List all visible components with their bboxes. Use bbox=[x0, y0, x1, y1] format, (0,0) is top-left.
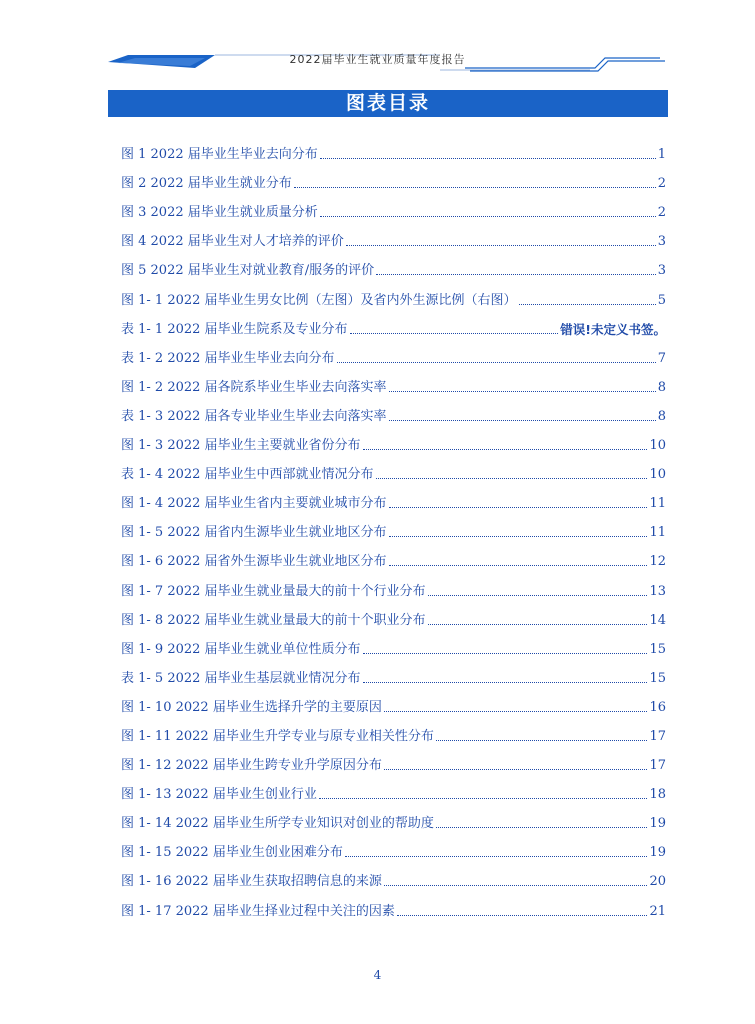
toc-entry[interactable] bbox=[121, 860, 666, 889]
toc-leader-dots bbox=[376, 477, 648, 479]
toc-entry-label: 表 1- 4 2022 届毕业生中西部就业情况分布 bbox=[121, 467, 374, 483]
toc-leader-dots bbox=[389, 390, 656, 392]
toc-leader-dots bbox=[428, 623, 648, 625]
toc-entry-page: 15 bbox=[649, 641, 666, 657]
header-decoration bbox=[0, 0, 755, 80]
toc-leader-dots bbox=[384, 884, 648, 886]
page-header bbox=[0, 0, 755, 80]
toc-entry-page: 17 bbox=[649, 728, 666, 744]
toc-entry[interactable] bbox=[121, 744, 666, 773]
toc-entry[interactable] bbox=[121, 773, 666, 802]
toc-leader-dots bbox=[397, 914, 648, 916]
toc-leader-dots bbox=[320, 215, 656, 217]
toc-entry[interactable] bbox=[121, 657, 666, 686]
toc-leader-dots bbox=[389, 419, 656, 421]
toc-entry-page: 14 bbox=[649, 612, 666, 628]
toc-entry-label: 图 2 2022 届毕业生就业分布 bbox=[121, 176, 292, 192]
toc-entry-label: 图 1- 4 2022 届毕业生省内主要就业城市分布 bbox=[121, 496, 387, 512]
toc-leader-dots bbox=[350, 332, 559, 334]
toc-entry-page: 19 bbox=[649, 816, 666, 832]
toc-leader-dots bbox=[436, 739, 648, 741]
toc-entry-label: 图 1- 8 2022 届毕业生就业量最大的前十个职业分布 bbox=[121, 612, 426, 628]
toc-entry-page: 10 bbox=[649, 438, 666, 454]
toc-entry-label: 图 3 2022 届毕业生就业质量分析 bbox=[121, 205, 318, 221]
toc-entry-page: 1 bbox=[657, 147, 666, 163]
toc-entry[interactable] bbox=[121, 831, 666, 860]
toc-entry[interactable] bbox=[121, 715, 666, 744]
toc-entry-page: 2 bbox=[657, 176, 666, 192]
toc-entry-label: 图 1 2022 届毕业生毕业去向分布 bbox=[121, 147, 318, 163]
toc-entry[interactable] bbox=[121, 453, 666, 482]
toc-entry-label: 图 1- 2 2022 届各院系毕业生毕业去向落实率 bbox=[121, 379, 387, 395]
toc-leader-dots bbox=[376, 273, 656, 275]
toc-leader-dots bbox=[436, 826, 648, 828]
toc-entry-label: 图 1- 11 2022 届毕业生升学专业与原专业相关性分布 bbox=[121, 728, 434, 744]
toc-entry[interactable] bbox=[121, 569, 666, 598]
toc-entry-label: 图 1- 12 2022 届毕业生跨专业升学原因分布 bbox=[121, 758, 382, 774]
header-title: 2022届毕业生就业质量年度报告 bbox=[289, 53, 466, 66]
toc-entry-page: 11 bbox=[649, 496, 666, 512]
toc-entry[interactable] bbox=[121, 889, 666, 918]
toc-entry[interactable] bbox=[121, 511, 666, 540]
toc-entry-page: 15 bbox=[649, 670, 666, 686]
toc-entry-label: 表 1- 2 2022 届毕业生毕业去向分布 bbox=[121, 350, 335, 366]
toc-entry-page: 7 bbox=[657, 350, 666, 366]
toc-entry-label: 图 1- 10 2022 届毕业生选择升学的主要原因 bbox=[121, 699, 382, 715]
toc-entry[interactable] bbox=[121, 628, 666, 657]
toc-entry[interactable] bbox=[121, 482, 666, 511]
toc-entry-label: 表 1- 3 2022 届各专业毕业生毕业去向落实率 bbox=[121, 408, 387, 424]
toc-entry-page: 12 bbox=[649, 554, 666, 570]
toc-entry-label: 图 5 2022 届毕业生对就业教育/服务的评价 bbox=[121, 263, 375, 279]
toc-entry-page: 3 bbox=[657, 263, 666, 279]
toc-leader-dots bbox=[320, 157, 656, 159]
toc-entry-page: 8 bbox=[657, 408, 666, 424]
toc-entry[interactable] bbox=[121, 337, 666, 366]
toc-entry[interactable] bbox=[121, 249, 666, 278]
toc-list bbox=[121, 133, 666, 919]
toc-entry-label: 图 1- 1 2022 届毕业生男女比例（左图）及省内外生源比例（右图） bbox=[121, 292, 517, 308]
toc-leader-dots bbox=[346, 244, 656, 246]
toc-entry-label: 图 1- 15 2022 届毕业生创业困难分布 bbox=[121, 845, 343, 861]
toc-entry-page: 20 bbox=[649, 874, 666, 890]
toc-leader-dots bbox=[389, 506, 648, 508]
toc-entry-page: 2 bbox=[657, 205, 666, 221]
toc-entry[interactable] bbox=[121, 802, 666, 831]
toc-entry-label: 图 1- 13 2022 届毕业生创业行业 bbox=[121, 787, 317, 803]
toc-leader-dots bbox=[294, 186, 656, 188]
toc-entry-label: 图 1- 9 2022 届毕业生就业单位性质分布 bbox=[121, 641, 361, 657]
toc-entry[interactable] bbox=[121, 162, 666, 191]
page-title: 图表目录 bbox=[108, 90, 668, 117]
toc-entry-page: 11 bbox=[649, 525, 666, 541]
toc-entry-page: 10 bbox=[649, 467, 666, 483]
toc-leader-dots bbox=[363, 681, 648, 683]
toc-entry-label: 图 1- 6 2022 届省外生源毕业生就业地区分布 bbox=[121, 554, 387, 570]
toc-leader-dots bbox=[519, 303, 656, 305]
toc-leader-dots bbox=[384, 710, 648, 712]
toc-entry-page: 3 bbox=[657, 234, 666, 250]
toc-leader-dots bbox=[384, 768, 648, 770]
toc-leader-dots bbox=[389, 535, 648, 537]
toc-entry[interactable] bbox=[121, 395, 666, 424]
toc-entry-label: 表 1- 5 2022 届毕业生基层就业情况分布 bbox=[121, 670, 361, 686]
toc-leader-dots bbox=[337, 361, 656, 363]
toc-entry-label: 图 4 2022 届毕业生对人才培养的评价 bbox=[121, 234, 344, 250]
toc-entry-label: 图 1- 3 2022 届毕业生主要就业省份分布 bbox=[121, 438, 361, 454]
toc-entry-page: 19 bbox=[649, 845, 666, 861]
toc-entry-page: 13 bbox=[649, 583, 666, 599]
toc-entry-label: 图 1- 16 2022 届毕业生获取招聘信息的来源 bbox=[121, 874, 382, 890]
toc-entry-page: 16 bbox=[649, 699, 666, 715]
toc-entry-label: 图 1- 7 2022 届毕业生就业量最大的前十个行业分布 bbox=[121, 583, 426, 599]
toc-entry-page: 8 bbox=[657, 379, 666, 395]
toc-entry-label: 图 1- 14 2022 届毕业生所学专业知识对创业的帮助度 bbox=[121, 816, 434, 832]
toc-entry-label: 表 1- 1 2022 届毕业生院系及专业分布 bbox=[121, 321, 348, 337]
toc-leader-dots bbox=[363, 448, 648, 450]
toc-entry[interactable] bbox=[121, 133, 666, 162]
toc-leader-dots bbox=[345, 855, 648, 857]
toc-entry-label: 图 1- 17 2022 届毕业生择业过程中关注的因素 bbox=[121, 903, 395, 919]
toc-entry[interactable] bbox=[121, 540, 666, 569]
toc-leader-dots bbox=[319, 797, 648, 799]
toc-entry-page: 错误!未定义书签。 bbox=[560, 321, 666, 337]
toc-entry-page: 18 bbox=[649, 787, 666, 803]
toc-entry[interactable] bbox=[121, 366, 666, 395]
toc-entry[interactable] bbox=[121, 686, 666, 715]
toc-leader-dots bbox=[363, 652, 648, 654]
page-number: 4 bbox=[373, 968, 382, 982]
toc-entry-label: 图 1- 5 2022 届省内生源毕业生就业地区分布 bbox=[121, 525, 387, 541]
toc-entry[interactable] bbox=[121, 599, 666, 628]
toc-entry[interactable] bbox=[121, 220, 666, 249]
toc-leader-dots bbox=[389, 564, 648, 566]
toc-entry-page: 21 bbox=[649, 903, 666, 919]
toc-entry[interactable] bbox=[121, 424, 666, 453]
toc-entry[interactable] bbox=[121, 191, 666, 220]
toc-entry[interactable] bbox=[121, 278, 666, 307]
toc-entry-page: 17 bbox=[649, 758, 666, 774]
toc-entry-page: 5 bbox=[657, 292, 666, 308]
toc-leader-dots bbox=[428, 594, 648, 596]
toc-entry[interactable] bbox=[121, 308, 666, 337]
